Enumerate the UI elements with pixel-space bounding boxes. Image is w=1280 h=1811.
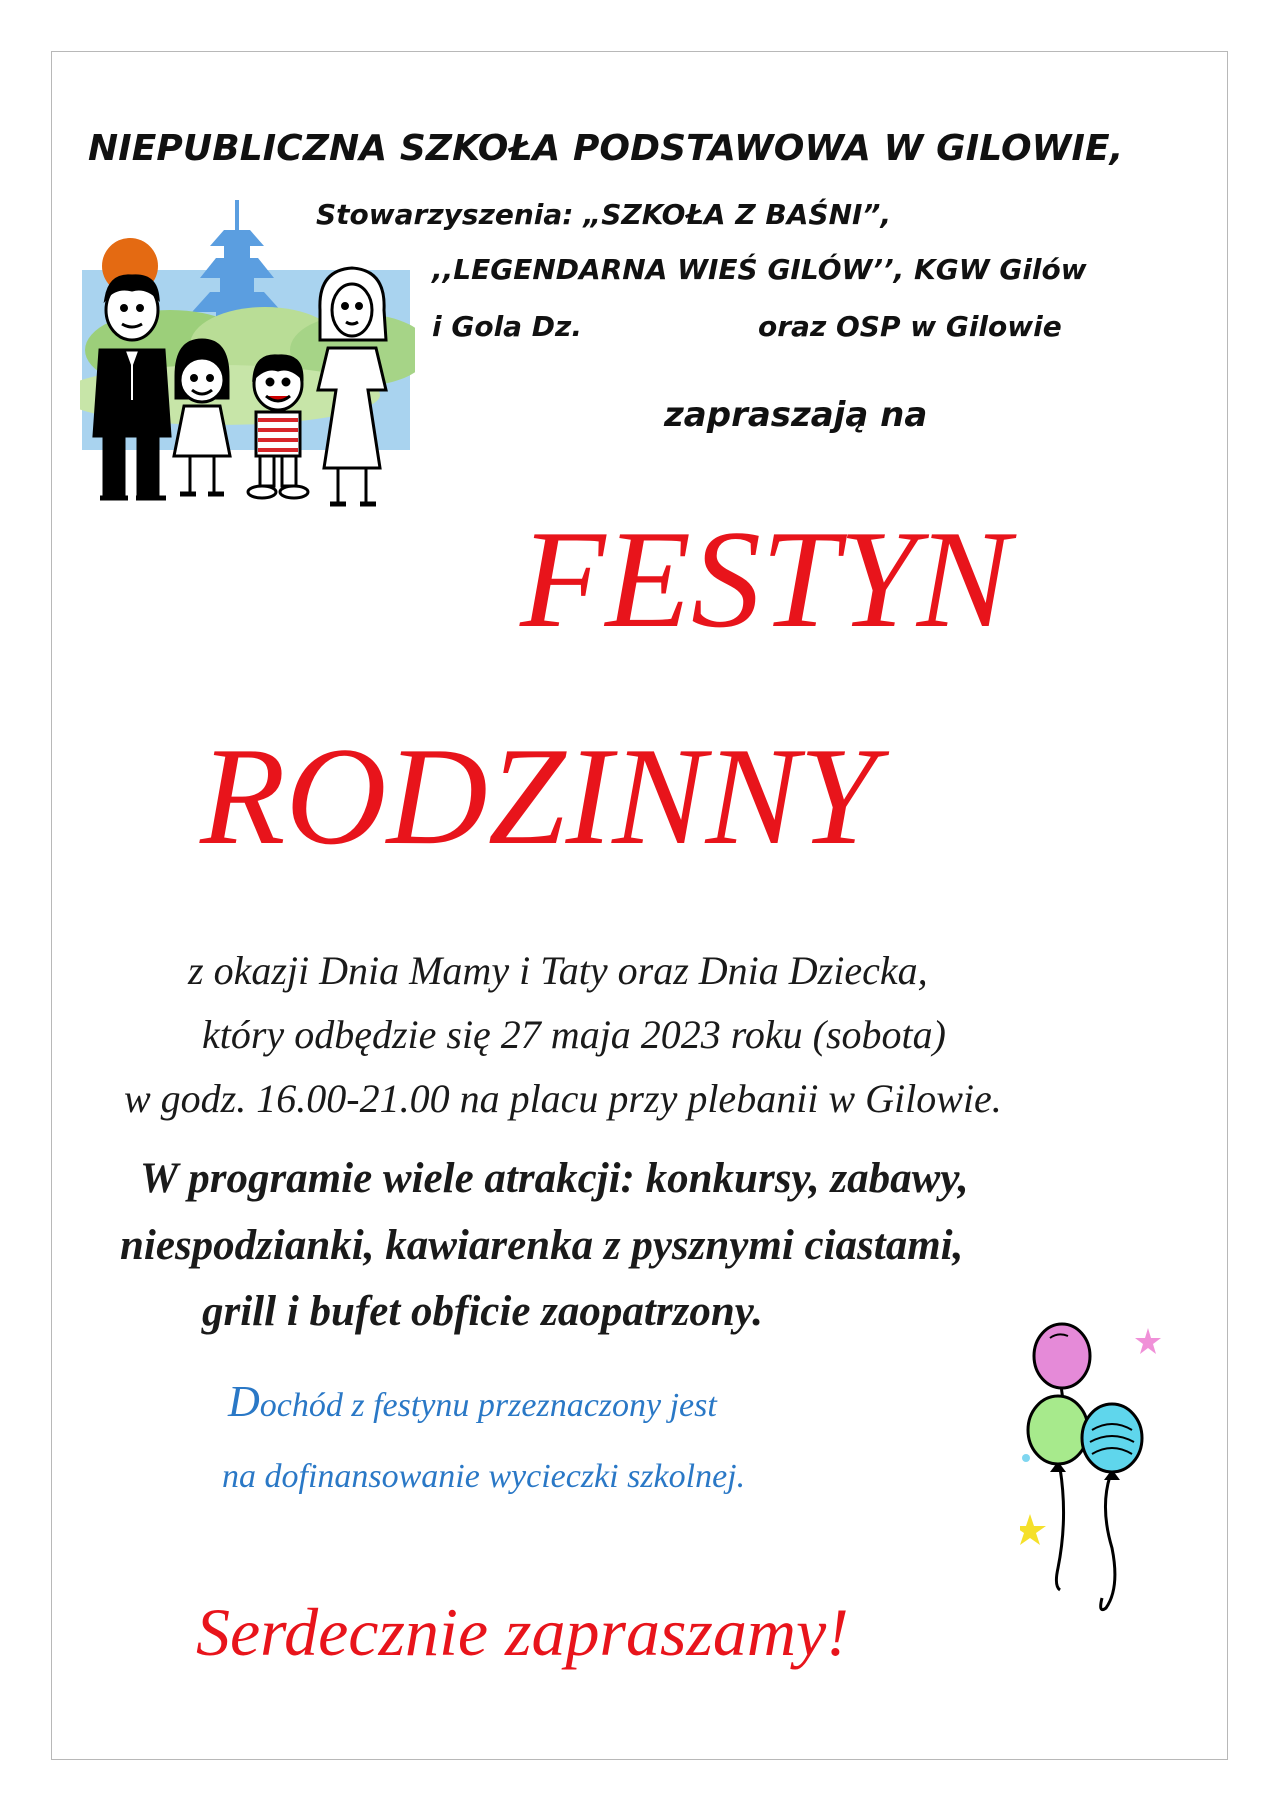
balloons-icon <box>1020 1318 1170 1618</box>
program-line-1: W programie wiele atrakcji: konkursy, zabawy, <box>140 1155 969 1202</box>
income-line-2: na dofinansowanie wycieczki szkolnej. <box>222 1458 746 1495</box>
association-line-2: ,,LEGENDARNA WIEŚ GILÓW’’, KGW Gilów <box>432 253 1087 286</box>
title-rodzinny: RODZINNY <box>200 719 877 874</box>
school-name: NIEPUBLICZNA SZKOŁA PODSTAWOWA W GILOWIE, <box>88 128 1124 169</box>
income-initial: D <box>228 1377 260 1426</box>
program-line-2: niespodzianki, kawiarenka z pysznymi ciastami, <box>120 1222 964 1269</box>
occasion-line-1: z okazji Dnia Mamy i Taty oraz Dnia Dziecka, <box>188 948 928 993</box>
program-line-3: grill i bufet obficie zaopatrzony. <box>202 1288 763 1335</box>
income-line-1 <box>228 1377 717 1426</box>
occasion-line-2: który odbędzie się 27 maja 2023 roku (sobota) <box>202 1012 946 1057</box>
family-clipart-icon <box>80 200 415 518</box>
income-line-1-rest: ochód z festynu przeznaczony jest <box>259 1387 717 1424</box>
closing-text: Serdecznie zapraszamy! <box>196 1594 849 1670</box>
title-festyn: FESTYN <box>520 502 1011 657</box>
invite-text: zapraszają na <box>664 395 928 435</box>
association-line-3-right: oraz OSP w Gilowie <box>758 310 1062 343</box>
occasion-line-3: w godz. 16.00-21.00 na placu przy plebanii w Gilowie. <box>124 1076 1002 1121</box>
association-line-1: Stowarzyszenia: „SZKOŁA Z BAŚNI”, <box>316 198 892 231</box>
association-line-3-left: i Gola Dz. <box>432 310 582 343</box>
